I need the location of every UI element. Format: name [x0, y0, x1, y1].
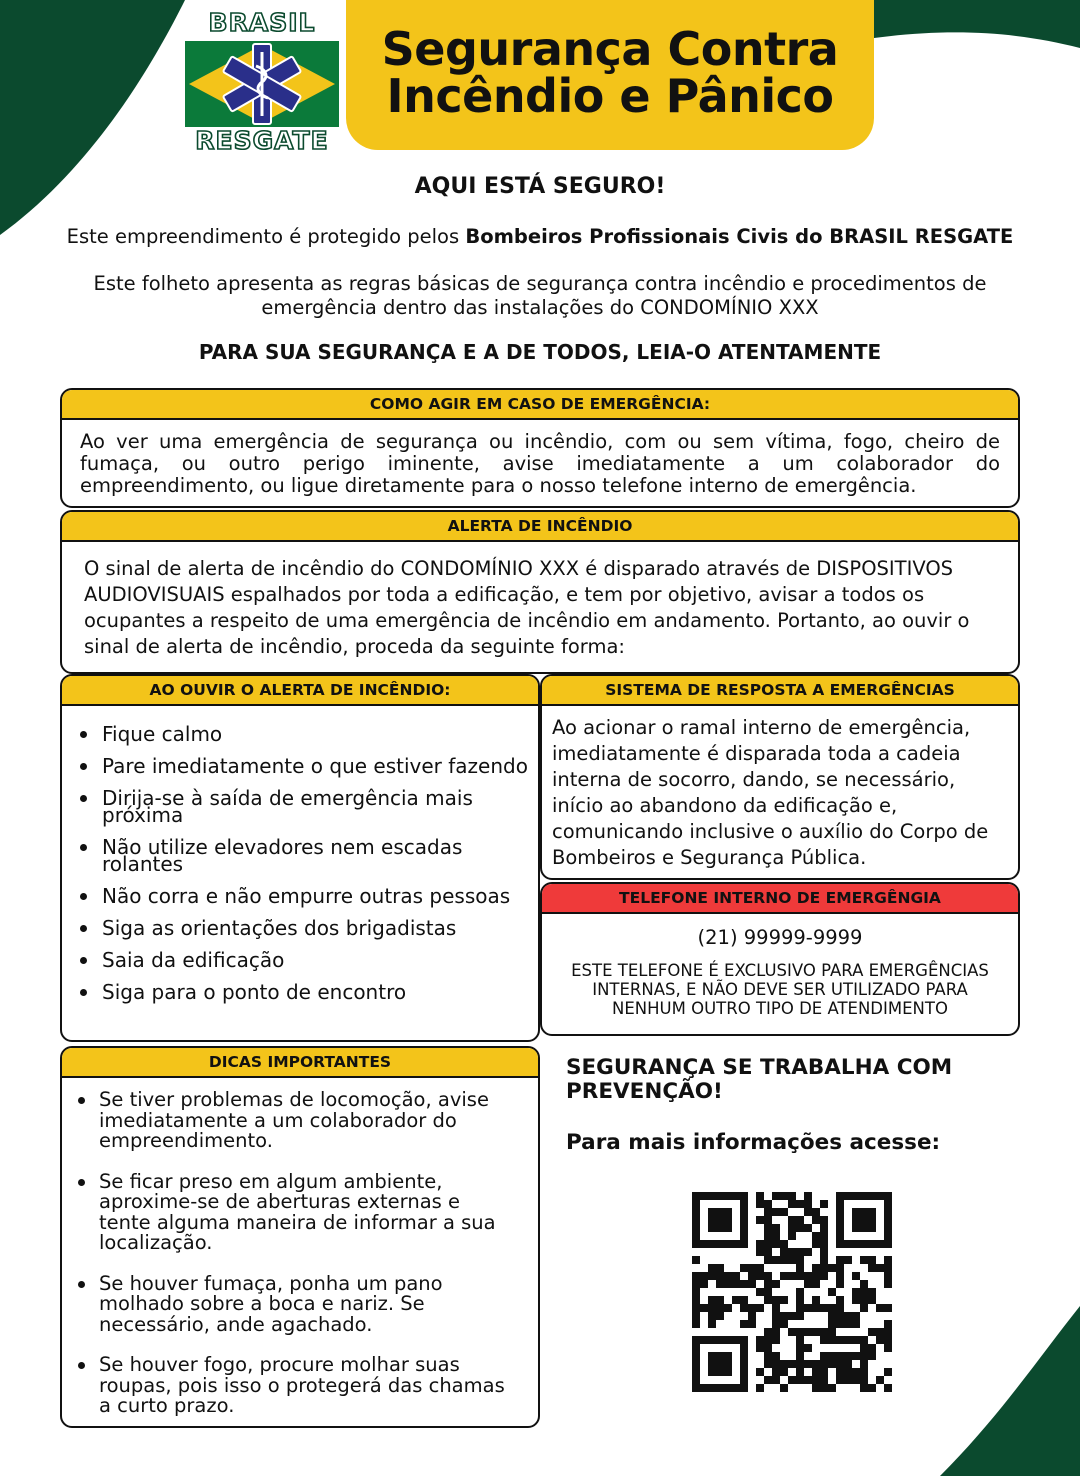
- title-line-1: Segurança Contra: [381, 22, 839, 76]
- dica-line: tente alguma maneira de informar a sua: [99, 1210, 496, 1234]
- dica-line: molhado sobre a boca e nariz. Se: [99, 1292, 425, 1315]
- list-item: Fique calmo: [102, 720, 528, 743]
- read-notice: PARA SUA SEGURANÇA E A DE TODOS, LEIA-O ATENTAMENTE: [198, 340, 882, 364]
- leaflet-description: [0, 272, 1080, 320]
- ao-ouvir-header: AO OUVIR O ALERTA DE INCÊNDIO:: [62, 676, 538, 706]
- star-of-life-icon: [185, 41, 339, 127]
- dica-line: empreendimento.: [99, 1129, 273, 1152]
- dica-line: imediatamente a um colaborador do: [99, 1108, 457, 1132]
- alerta-line: AUDIOVISUAIS espalhados por toda a edificação, e tem por objetivo, avisar a todos os: [84, 583, 925, 606]
- list-item: [99, 1169, 528, 1254]
- phone-note-line: INTERNAS, E NÃO DEVE SER UTILIZADO PARA: [592, 980, 968, 999]
- intro-text: [0, 225, 1080, 248]
- phone-note-line: ESTE TELEFONE É EXCLUSIVO PARA EMERGÊNCIAS: [571, 961, 989, 980]
- como-agir-body: Ao ver uma emergência de segurança ou incêndio, com ou sem vítima, fogo, cheiro de fumaça, ou outro perigo iminente, avise imediatamente a um colaborador do empreendimento, ou ligue diretamente para o nosso telefone interno de emergência.: [80, 430, 1000, 497]
- list-item: Não utilize elevadores nem escadas rolantes: [102, 833, 528, 873]
- dicas-header: DICAS IMPORTANTES: [62, 1048, 538, 1078]
- sistema-line: interna de socorro, dando, se necessário,: [552, 768, 956, 791]
- leaflet-line-1: Este folheto apresenta as regras básicas de segurança contra incêndio e procedimentos de: [93, 272, 987, 295]
- sistema-section: [540, 674, 1020, 880]
- ao-ouvir-section: [60, 674, 540, 1042]
- alerta-line: ocupantes a respeito de uma emergência de incêndio em andamento. Portanto, ao ouvir o: [84, 609, 970, 632]
- prevencao-line-2: PREVENÇÃO!: [566, 1079, 723, 1104]
- title-banner: [346, 0, 874, 150]
- telefone-section: [540, 882, 1020, 1036]
- dica-line: Se tiver problemas de locomoção, avise: [99, 1088, 489, 1111]
- dica-line: aproxime-se de aberturas externas e: [99, 1190, 461, 1213]
- dica-line: necessário, ande agachado.: [99, 1312, 373, 1336]
- dicas-section: [60, 1046, 540, 1428]
- ao-ouvir-list: [62, 706, 538, 1004]
- intro-prefix: Este empreendimento é protegido pelos: [66, 225, 466, 248]
- como-agir-section: [60, 388, 1020, 508]
- phone-note: [542, 961, 1018, 1018]
- list-item: Saia da edificação: [102, 946, 528, 969]
- prevencao-line-1: SEGURANÇA SE TRABALHA COM: [566, 1055, 953, 1080]
- dica-line: roupas, pois isso o protegerá das chamas: [99, 1373, 505, 1397]
- logo-word-bottom: RESGATE: [195, 126, 329, 155]
- dicas-list: [62, 1078, 538, 1417]
- headline: AQUI ESTÁ SEGURO!: [414, 174, 666, 199]
- sistema-header: SISTEMA DE RESPOSTA A EMERGÊNCIAS: [542, 676, 1018, 706]
- alerta-body: [62, 542, 1018, 660]
- como-agir-header: COMO AGIR EM CASO DE EMERGÊNCIA:: [62, 390, 1018, 420]
- sistema-line: comunicando inclusive o auxílio do Corpo de: [552, 820, 989, 843]
- leaflet-line-2: emergência dentro das instalações do CONDOMÍNIO XXX: [261, 296, 819, 319]
- dica-line: a curto prazo.: [99, 1394, 235, 1417]
- list-item: [99, 1271, 528, 1336]
- phone-number: (21) 99999-9999: [697, 926, 863, 949]
- sistema-line: início ao abandono da edificação e,: [552, 794, 898, 817]
- dica-line: Se ficar preso em algum ambiente,: [99, 1169, 443, 1193]
- alerta-line: sinal de alerta de incêndio, proceda da seguinte forma:: [84, 635, 625, 658]
- logo-word-top: BRASIL: [208, 8, 316, 37]
- mais-info-text: Para mais informações acesse:: [566, 1130, 941, 1155]
- qr-code-icon[interactable]: [692, 1192, 892, 1392]
- list-item: [99, 1355, 528, 1417]
- list-item: Dirija-se à saída de emergência mais próxima: [102, 784, 528, 824]
- dica-line: localização.: [99, 1231, 213, 1254]
- green-corner-top-right: [860, 0, 1080, 50]
- green-corner-top-left: [0, 0, 190, 240]
- list-item: Não corra e não empurre outras pessoas: [102, 882, 528, 905]
- list-item: Siga as orientações dos brigadistas: [102, 914, 528, 937]
- sistema-body: [542, 706, 1018, 871]
- prevencao-text: [566, 1056, 986, 1104]
- dica-line: Se houver fogo, procure molhar suas: [99, 1353, 460, 1376]
- sistema-line: Ao acionar o ramal interno de emergência,: [552, 716, 971, 739]
- list-item: Pare imediatamente o que estiver fazendo: [102, 754, 528, 778]
- list-item: Siga para o ponto de encontro: [102, 978, 528, 1001]
- title-line-2: Incêndio e Pânico: [386, 69, 834, 123]
- sistema-line: imediatamente é disparada toda a cadeia: [552, 742, 961, 765]
- alerta-line: O sinal de alerta de incêndio do CONDOMÍNIO XXX é disparado através de DISPOSITIVOS: [84, 557, 954, 580]
- intro-bold: Bombeiros Profissionais Civis do BRASIL RESGATE: [465, 225, 1014, 248]
- dica-line: Se houver fumaça, ponha um pano: [99, 1271, 443, 1295]
- phone-note-line: NENHUM OUTRO TIPO DE ATENDIMENTO: [612, 999, 948, 1018]
- telefone-header: TELEFONE INTERNO DE EMERGÊNGIA: [542, 884, 1018, 914]
- alerta-header: ALERTA DE INCÊNDIO: [62, 512, 1018, 542]
- alerta-section: [60, 510, 1020, 674]
- list-item: [99, 1090, 528, 1152]
- brasil-resgate-logo: [182, 8, 342, 156]
- sistema-line: Bombeiros e Segurança Pública.: [552, 846, 867, 869]
